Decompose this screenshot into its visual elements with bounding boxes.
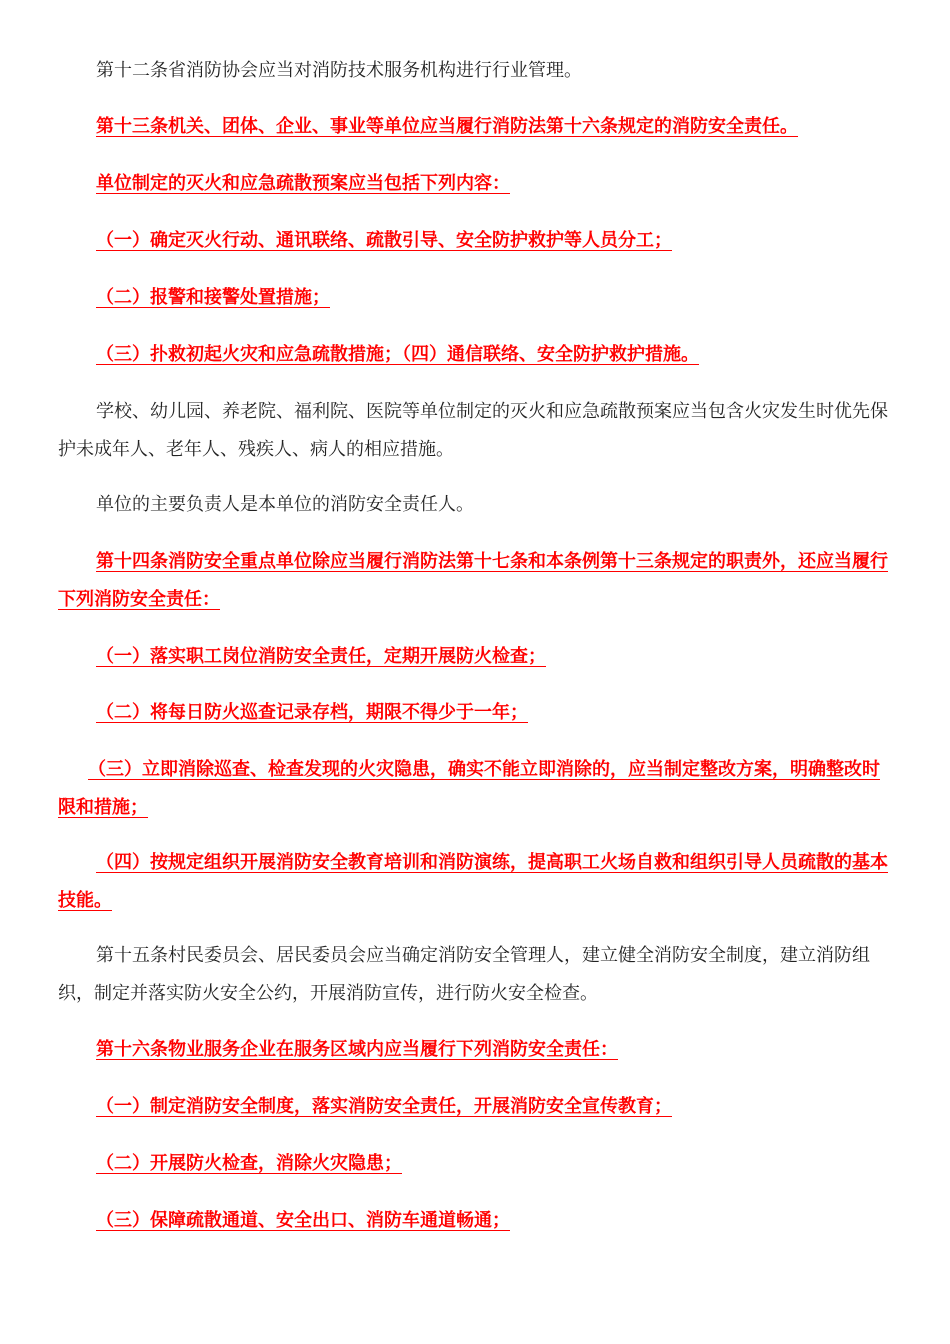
paragraph-article-13: 第十三条机关、团体、企业、事业等单位应当履行消防法第十六条规定的消防安全责任。 — [96, 116, 798, 137]
paragraph-item-3-4: （三）扑救初起火灾和应急疏散措施；（四）通信联络、安全防护救护措施。 — [96, 344, 699, 365]
paragraph-article-16: 第十六条物业服务企业在服务区域内应当履行下列消防安全责任： — [96, 1039, 618, 1060]
paragraph-14-item-1: （一）落实职工岗位消防安全责任，定期开展防火检查； — [96, 646, 546, 667]
paragraph-plan-contents: 单位制定的灭火和应急疏散预案应当包括下列内容： — [96, 173, 510, 194]
paragraph-16-item-2: （二）开展防火检查，消除火灾隐患； — [96, 1153, 402, 1174]
paragraph-item-1: （一）确定灭火行动、通讯联络、疏散引导、安全防护救护等人员分工； — [96, 230, 672, 251]
paragraph-16-item-3: （三）保障疏散通道、安全出口、消防车通道畅通； — [96, 1210, 510, 1231]
paragraph-14-item-4: （四）按规定组织开展消防安全教育培训和消防演练，提高职工火场自救和组织引导人员疏散的基本技能。 — [58, 852, 888, 911]
paragraph-16-item-1: （一）制定消防安全制度，落实消防安全责任，开展消防安全宣传教育； — [96, 1096, 672, 1117]
paragraph-14-item-3: （三）立即消除巡查、检查发现的火灾隐患，确实不能立即消除的，应当制定整改方案，明确整改时限和措施； — [58, 759, 880, 818]
paragraph-article-14: 第十四条消防安全重点单位除应当履行消防法第十七条和本条例第十三条规定的职责外，还应当履行下列消防安全责任： — [58, 551, 888, 610]
paragraph-article-12: 第十二条省消防协会应当对消防技术服务机构进行行业管理。 — [96, 60, 582, 81]
paragraph-14-item-2: （二）将每日防火巡查记录存档，期限不得少于一年； — [96, 702, 528, 723]
paragraph-item-2: （二）报警和接警处置措施； — [96, 287, 330, 308]
paragraph-article-15: 第十五条村民委员会、居民委员会应当确定消防安全管理人，建立健全消防安全制度，建立消防组织，制定并落实防火安全公约，开展消防宣传，进行防火安全检查。 — [58, 945, 870, 1004]
paragraph-responsible-person: 单位的主要负责人是本单位的消防安全责任人。 — [96, 494, 474, 515]
paragraph-schools: 学校、幼儿园、养老院、福利院、医院等单位制定的灭火和应急疏散预案应当包含火灾发生时优先保护未成年人、老年人、残疾人、病人的相应措施。 — [58, 401, 888, 460]
